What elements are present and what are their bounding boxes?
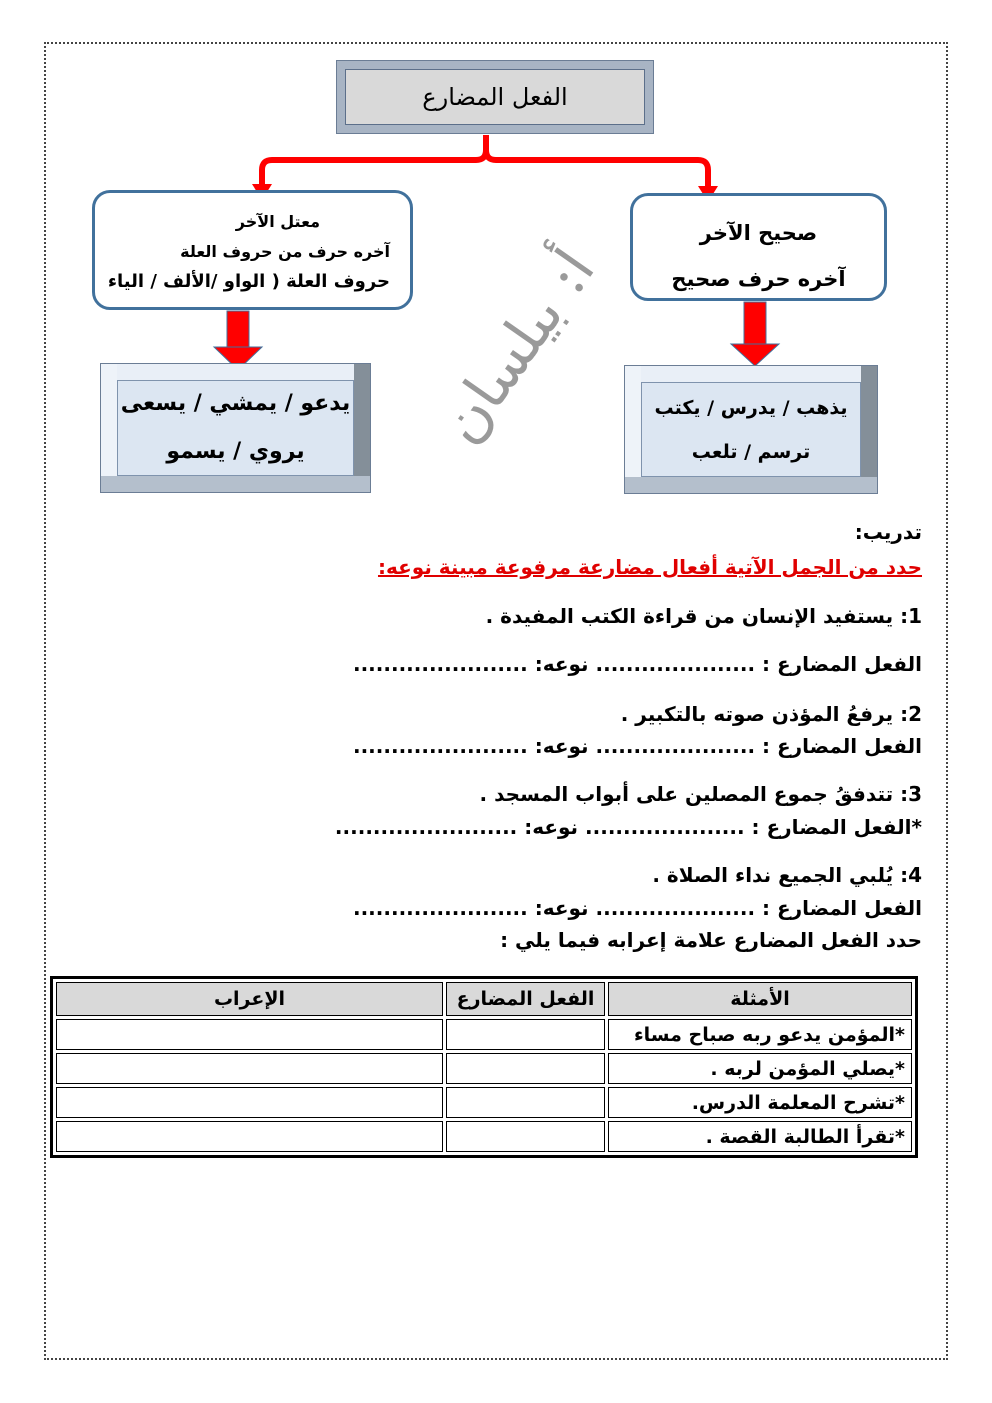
parsing-table [50, 976, 918, 1158]
table-row [56, 1019, 912, 1050]
table-instruction: حدد الفعل المضارع علامة إعرابه فيما يلي : [500, 928, 922, 952]
answer-line-2[interactable]: الفعل المضارع : ..................... نوعه: ....................... [352, 734, 922, 758]
weak-examples-line1: يدعو / يمشي / يسعى [120, 391, 351, 416]
sound-examples-line1: يذهب / يدرس / يكتب [654, 396, 848, 419]
table-row [56, 1087, 912, 1118]
example-cell: *تقرأ الطالبة القصة . [608, 1121, 912, 1152]
verb-cell[interactable] [446, 1087, 605, 1118]
sentence-2: 2: يرفعُ المؤذن صوته بالتكبير . [620, 702, 922, 726]
answer-line-4[interactable]: الفعل المضارع : ..................... نوعه: ....................... [352, 896, 922, 920]
weak-ending-definition: آخره حرف من حروف العلة [180, 242, 390, 261]
exercise-instruction: حدد من الجمل الآتية أفعال مضارعة مرفوعة مبينة نوعه: [377, 555, 922, 579]
parsing-cell[interactable] [56, 1053, 443, 1084]
weak-examples-line2: يروي / يسمو [166, 439, 305, 464]
verb-cell[interactable] [446, 1053, 605, 1084]
parsing-cell[interactable] [56, 1087, 443, 1118]
header-verb: الفعل المضارع [446, 982, 605, 1016]
sentence-1: 1: يستفيد الإنسان من قراءة الكتب المفيدة . [485, 604, 922, 628]
example-cell: *المؤمن يدعو ربه صباح مساء [608, 1019, 912, 1050]
parsing-cell[interactable] [56, 1019, 443, 1050]
sentence-3: 3: تتدفقُ جموع المصلين على أبواب المسجد . [479, 782, 922, 806]
sound-examples-box [624, 365, 878, 494]
answer-line-1[interactable]: الفعل المضارع : ..................... نوعه: ....................... [352, 652, 922, 676]
weak-ending-label: معتل الآخر [235, 212, 320, 231]
weak-examples-box [100, 363, 371, 493]
down-arrow-left [214, 311, 262, 370]
down-arrow-right [731, 302, 779, 366]
example-cell: *تشرح المعلمة الدرس. [608, 1087, 912, 1118]
sound-ending-definition: آخره حرف صحيح [671, 267, 846, 291]
diagram-title: الفعل المضارع [345, 69, 645, 125]
branch-connector [262, 135, 708, 188]
weak-letters: حروف العلة ( الواو /الألف / الياء [107, 271, 390, 292]
table-row [56, 1053, 912, 1084]
weak-ending-box [92, 190, 413, 310]
answer-line-3[interactable]: *الفعل المضارع : ..................... نوعه: ........................ [334, 815, 922, 839]
watermark: أ: بيلسان [426, 237, 608, 456]
sentence-4: 4: يُلبي الجميع نداء الصلاة . [652, 863, 922, 887]
table-header-row [56, 982, 912, 1016]
table-row [56, 1121, 912, 1152]
example-cell: *يصلي المؤمن لربه . [608, 1053, 912, 1084]
header-parsing: الإعراب [56, 982, 443, 1016]
exercise-heading: تدريب: [854, 520, 922, 544]
verb-cell[interactable] [446, 1019, 605, 1050]
header-examples: الأمثلة [608, 982, 912, 1016]
sound-ending-box [630, 193, 887, 301]
sound-ending-label: صحيح الآخر [699, 221, 818, 245]
sound-examples-line2: ترسم / تلعب [691, 440, 811, 463]
verb-cell[interactable] [446, 1121, 605, 1152]
parsing-cell[interactable] [56, 1121, 443, 1152]
